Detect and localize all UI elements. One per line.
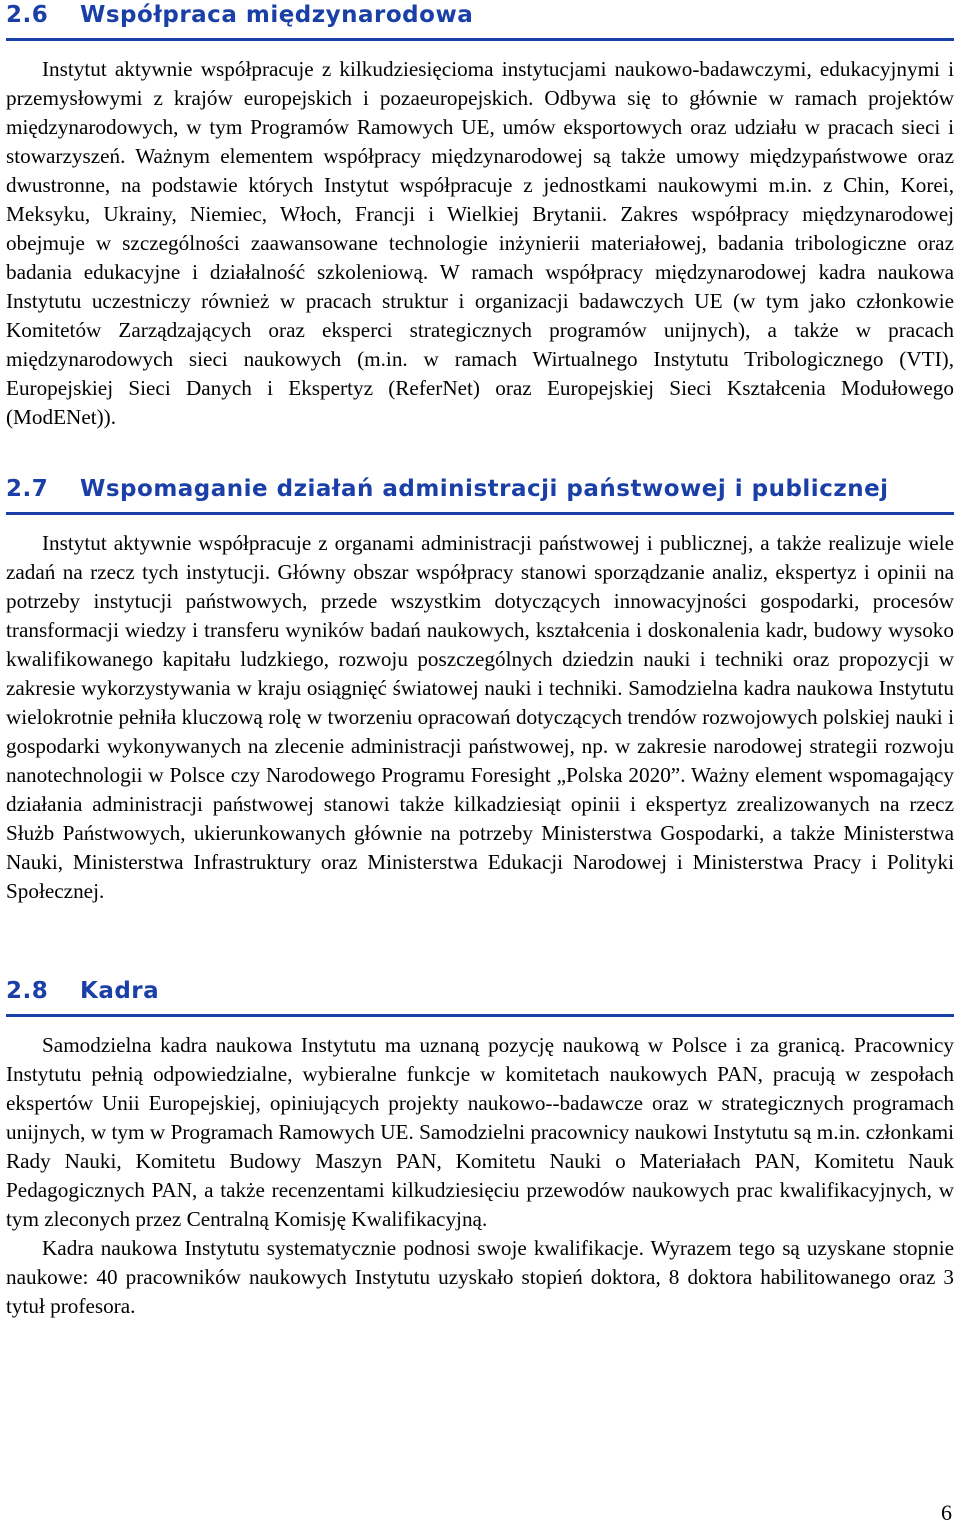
paragraph: Samodzielna kadra naukowa Instytutu ma uznaną pozycję naukową w Polsce i za granicą. Pracownicy Instytutu pełnią odpowiedzialne, wybieralne funkcje w komitetach naukowych PAN, pracują w zespołach ekspertów Unii Europejskiej, opiniujących projekty naukowo--badawcze oraz w strategicznych programach unijnych, w tym w Programach Ramowych UE. Samodzielni pracownicy naukowi Instytutu są m.in. członkami Rady Nauki, Komitetu Budowy Maszyn PAN, Komitetu Nauki o Materiałach PAN, Komitetu Nauk Pedagogicznych PAN, a także recenzentami kilkudziesięciu przewodów naukowych prac kwalifikacyjnych, w tym zleconych przez Centralną Komisję Kwalifikacyjną.	[6, 1033, 954, 1231]
page-number: 6	[941, 1500, 952, 1525]
section-staff	[6, 976, 954, 1321]
section-administration-support	[6, 474, 954, 906]
section-title: Wspomaganie działań administracji państwowej i publicznej	[80, 476, 889, 502]
heading-rule	[6, 38, 954, 41]
section-number: 2.6	[6, 2, 49, 28]
section-heading	[6, 474, 954, 504]
paragraph: Instytut aktywnie współpracuje z kilkudziesięcioma instytucjami naukowo-badawczymi, edukacyjnymi i przemysłowymi z krajów europejskich i pozaeuropejskich. Odbywa się to głównie w ramach projektów międzynarodowych, w tym Programów Ramowych UE, umów eksportowych oraz udziału w pracach sieci i stowarzyszeń. Ważnym elementem współpracy międzynarodowej są także umowy międzypaństwowe oraz dwustronne, na podstawie których Instytut współpracuje z jednostkami naukowymi m.in. z Chin, Korei, Meksyku, Ukrainy, Niemiec, Włoch, Francji i Wielkiej Brytanii. Zakres współpracy międzynarodowej obejmuje w szczególności zaawansowane technologie inżynierii materiałowej, badania tribologiczne oraz badania edukacyjne i działalność szkoleniową. W ramach współpracy międzynarodowej kadra naukowa Instytutu uczestniczy również w pracach struktur i organizacji badawczych UE (w tym jako członkowie Komitetów Zarządzających oraz eksperci strategicznych programów unijnych), a także w pracach międzynarodowych sieci naukowych (m.in. w ramach Wirtualnego Instytutu Tribologicznego (VTI), Europejskiej Sieci Danych i Ekspertyz (ReferNet) oraz Europejskiej Sieci Kształcenia Modułowego (ModENet)).	[6, 57, 954, 429]
heading-rule	[6, 1014, 954, 1017]
section-title: Współpraca międzynarodowa	[80, 2, 474, 28]
section-title: Kadra	[80, 978, 160, 1004]
section-heading	[6, 0, 954, 30]
paragraph: Kadra naukowa Instytutu systematycznie podnosi swoje kwalifikacje. Wyrazem tego są uzyskane stopnie naukowe: 40 pracowników naukowych Instytutu uzyskało stopień doktora, 8 doktora habilitowanego oraz 3 tytuł profesora.	[6, 1236, 954, 1318]
section-heading	[6, 976, 954, 1006]
section-number: 2.7	[6, 476, 49, 502]
section-international-cooperation	[6, 0, 954, 432]
heading-rule	[6, 512, 954, 515]
paragraph: Instytut aktywnie współpracuje z organami administracji państwowej i publicznej, a także realizuje wiele zadań na rzecz tych instytucji. Główny obszar współpracy stanowi sporządzanie analiz, ekspertyz i opinii na potrzeby instytucji państwowych, przede wszystkim dotyczących innowacyjności gospodarki, procesów transformacji wiedzy i transferu wyników badań naukowych, kształcenia i doskonalenia kadr, budowy wysoko kwalifikowanego kapitału ludzkiego, rozwoju poszczególnych dziedzin nauki i techniki oraz propozycji w zakresie wykorzystywania w kraju osiągnięć światowej nauki i techniki. Samodzielna kadra naukowa Instytutu wielokrotnie pełniła kluczową rolę w tworzeniu opracowań dotyczących trendów rozwojowych polskiej nauki i gospodarki wykonywanych na zlecenie administracji państwowej, np. w zakresie narodowej strategii rozwoju nanotechnologii w Polsce czy Narodowego Programu Foresight „Polska 2020”. Ważny element wspomagający działania administracji państwowej stanowi także kilkadziesiąt opinii i ekspertyz zrealizowanych na rzecz Służb Państwowych, ukierunkowanych głównie na potrzeby Ministerstwa Gospodarki, a także Ministerstwa Nauki, Ministerstwa Infrastruktury oraz Ministerstwa Edukacji Narodowej i Ministerstwa Pracy i Polityki Społecznej.	[6, 531, 954, 903]
section-number: 2.8	[6, 978, 49, 1004]
